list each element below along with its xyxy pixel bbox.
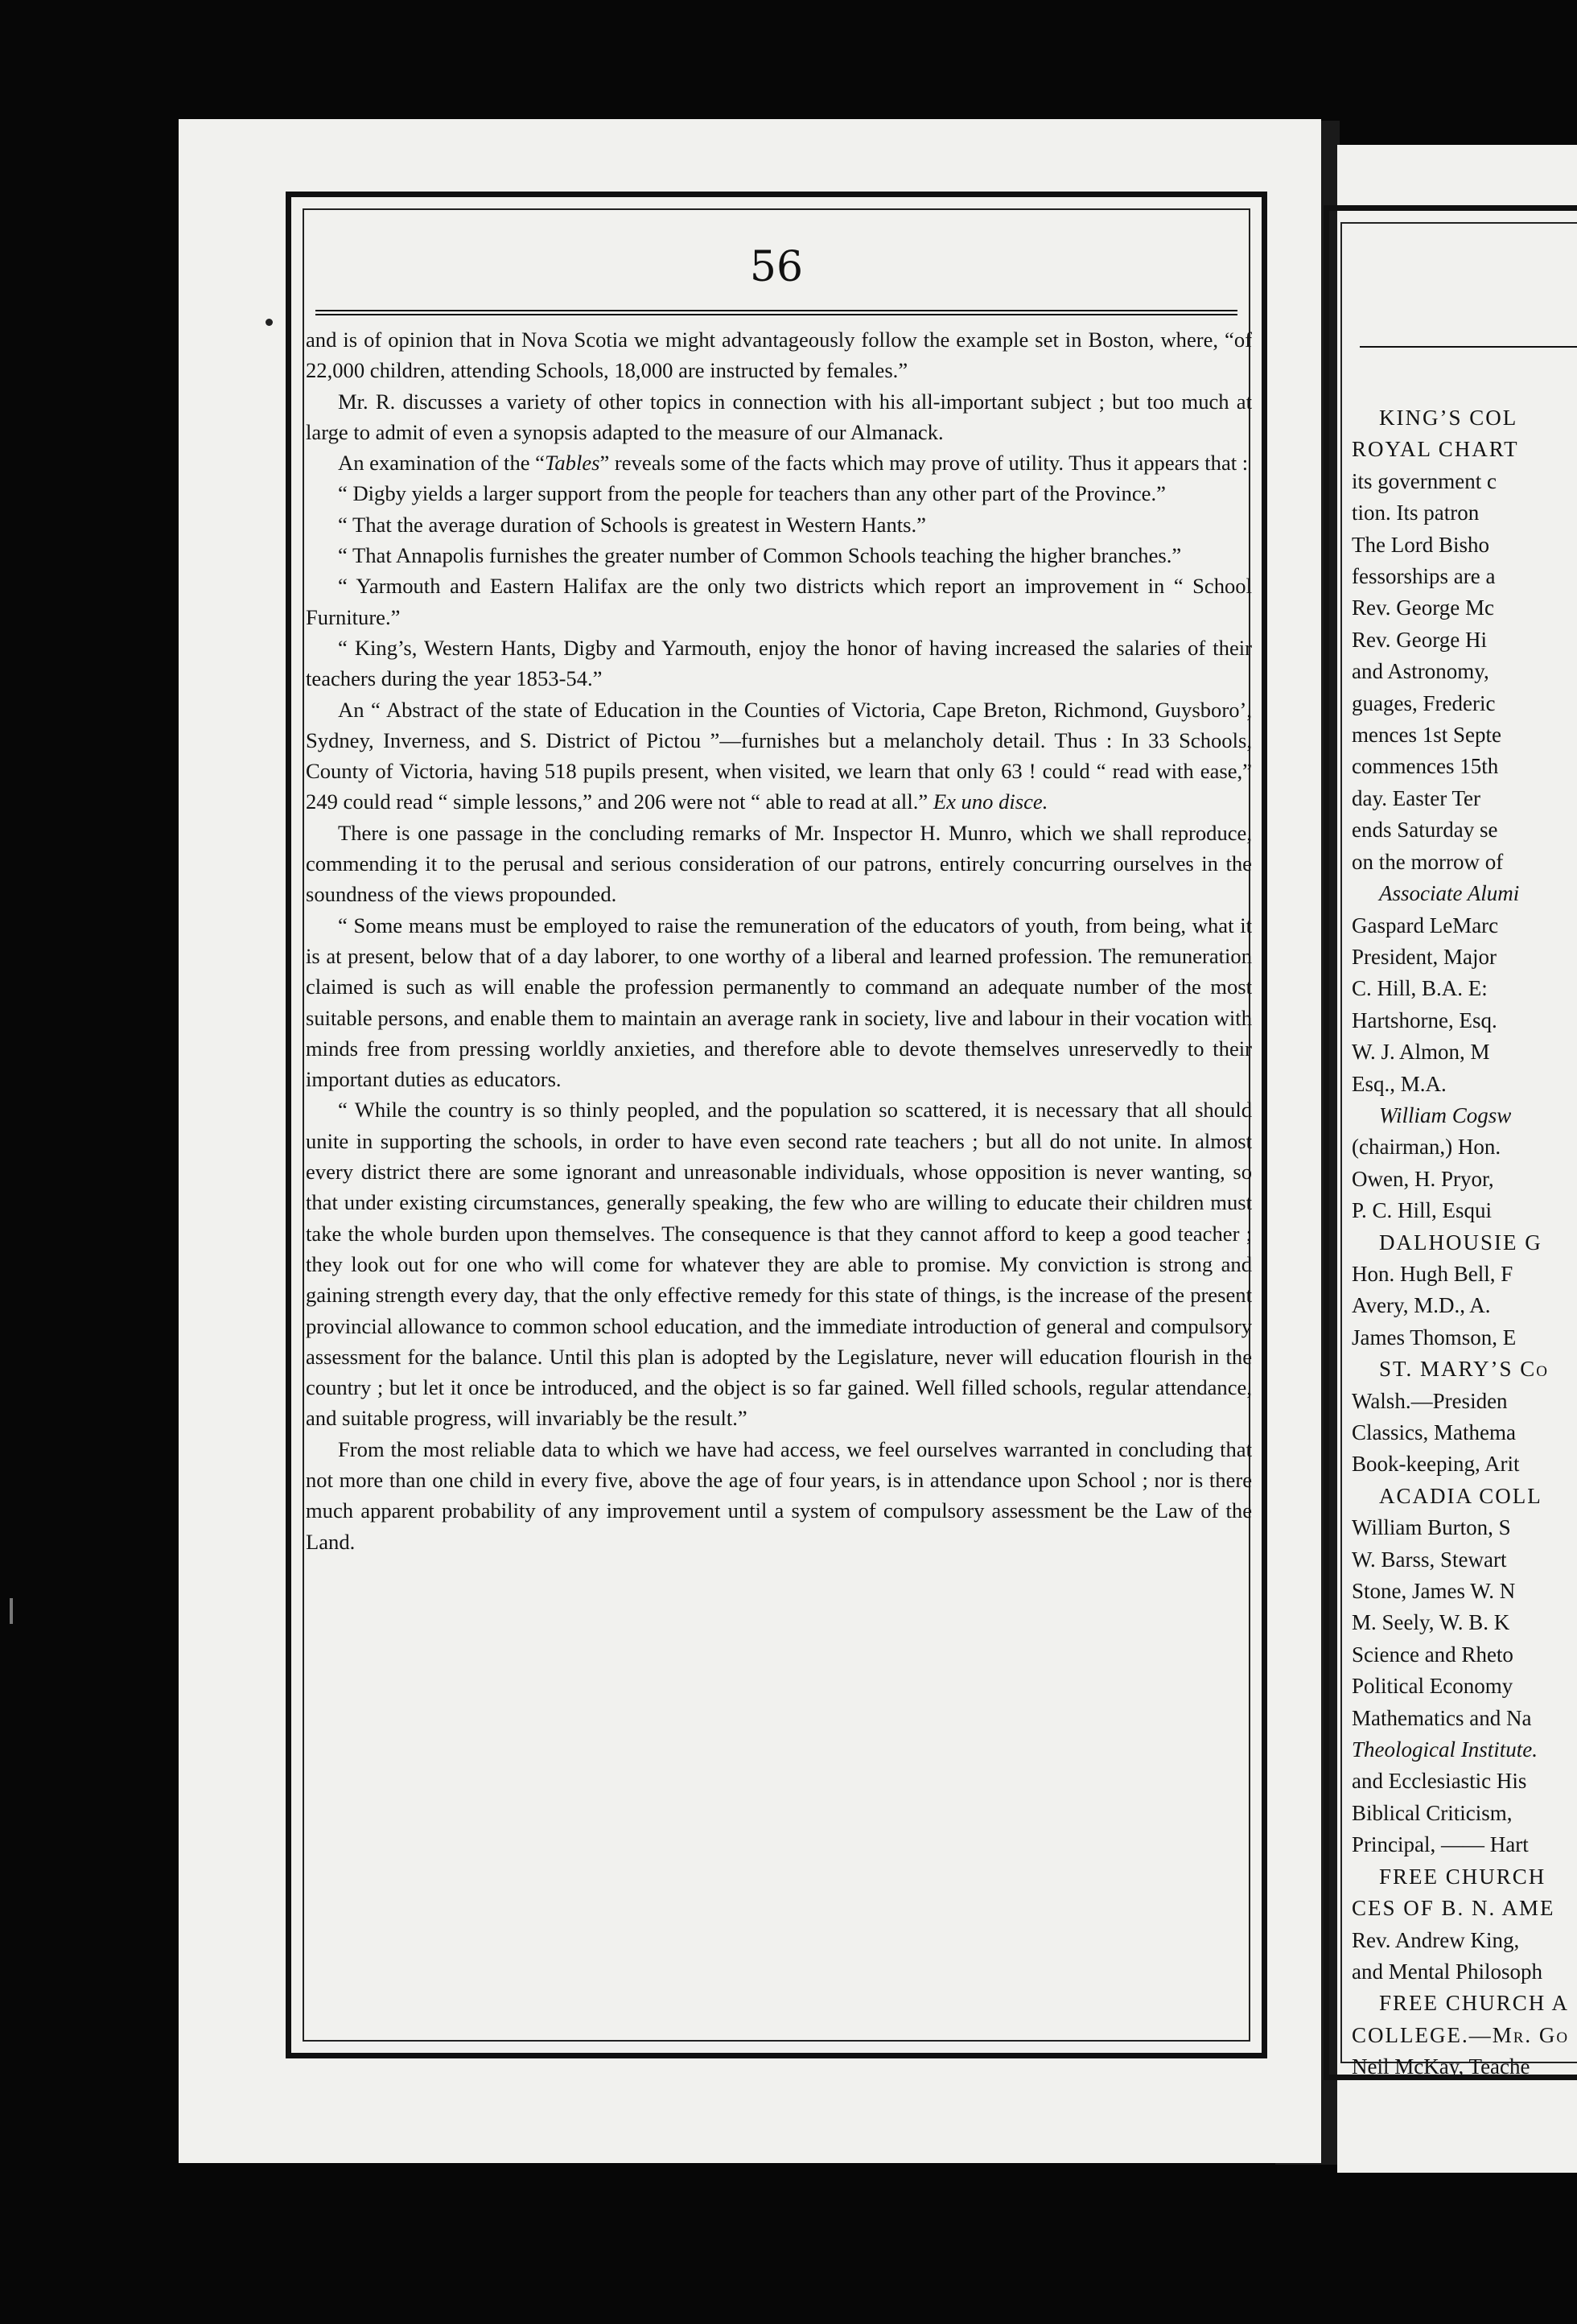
right-page-line: FREE CHURCH A: [1379, 1991, 1570, 2016]
paragraph: “ While the country is so thinly peopled, and the population so scattered, it is necessary that all should unite in supporting the schools, in order to have even second rate teachers ; but all do not unite. In almost every district there are some ignorant and unreasonable individuals, whose opposition is never wanting, so that under existing circumstances, generally speaking, the few who are willing to educate their children must take the whole burden upon themselves. The consequence is that they cannot afford to keep a good teacher ; they look out for one who will come for whatever they are able to promise. My conviction is strong and gaining strength every day, that the only effective remedy for this state of things, is the increase of the present provincial allowance to common school education, and the immediate introduction of general and compulsory assessment for the balance. Until this plan is adopted by the Legislature, never will education flourish in the country ; but let it once be introduced, and the object is so far gained. Well filled schools, regular attendance, and suitable progress, will invariably be the result.”: [306, 1098, 1252, 1431]
right-page-line: M. Seely, W. B. K: [1352, 1610, 1510, 1635]
right-page-line: C. Hill, B.A. E:: [1352, 976, 1488, 1001]
paragraph: “ Some means must be employed to raise the remuneration of the educators of youth, from being, what it is at present, below that of a day laborer, to one worthy of a liberal and learned profession. The remuneration claimed is such as will enable the profession permanently to command an adequate number of the most suitable persons, and enable them to maintain an average rank in society, live and labour in their vocation with minds free from pressing worldly anxieties, and therefore able to devote themselves unreservedly to their important duties as educators.: [306, 913, 1252, 1092]
right-page-line: on the morrow of: [1352, 849, 1504, 874]
right-page-line: Neil McKay, Teache: [1352, 2054, 1530, 2079]
right-page-line: Theological Institute.: [1352, 1737, 1538, 1762]
paragraph-emphasis: Tables: [545, 451, 600, 476]
paragraph: Mr. R. discusses a variety of other topics in connection with his all-important subject ; but too much at large to admit of even a synopsis adapted to the measure of our Almanack.: [306, 389, 1252, 444]
paragraph-text: An examination of the “: [338, 451, 545, 476]
right-page-line: KING’S COL: [1379, 406, 1518, 430]
right-page-line: ST. MARY’S Co: [1379, 1357, 1550, 1382]
right-page-line: P. C. Hill, Esqui: [1352, 1198, 1493, 1223]
margin-tick: [10, 1598, 13, 1624]
right-page-line: Classics, Mathema: [1352, 1420, 1516, 1444]
right-page-line: CES OF B. N. AME: [1352, 1896, 1555, 1921]
right-page-line: Book-keeping, Arit: [1352, 1452, 1520, 1477]
right-page-line: Mathematics and Na: [1352, 1705, 1532, 1730]
right-page-line: commences 15th: [1352, 754, 1499, 779]
margin-dot: [266, 319, 273, 326]
right-page-line: COLLEGE.—Mr. Go: [1352, 2022, 1570, 2047]
right-page-line: Gaspard LeMarc: [1352, 913, 1499, 937]
paragraph: “ That the average duration of Schools is greatest in Western Hants.”: [338, 512, 926, 537]
paragraph: [306, 694, 1252, 818]
right-page-line: tion. Its patron: [1352, 501, 1480, 525]
right-page-line: W. Barss, Stewart: [1352, 1547, 1507, 1572]
right-page-line: its government c: [1352, 468, 1497, 493]
page-number: 56: [749, 243, 804, 291]
right-page-line: Biblical Criticism,: [1352, 1800, 1513, 1825]
right-page-line: Associate Alumi: [1379, 881, 1520, 906]
right-page-line: day. Easter Ter: [1352, 785, 1481, 810]
paragraph: From the most reliable data to which we have had access, we feel ourselves warranted in concluding that not more than one child in every five, above the age of four years, is in attendance upon School ; nor is there much apparent probability of any improvement until a system of compulsory assessment be the Law of the Land.: [306, 1436, 1252, 1554]
paragraph: [306, 447, 1252, 478]
right-page-line: ends Saturday se: [1352, 818, 1498, 843]
left-page-frame: [286, 192, 1267, 2058]
right-page-text: [1352, 402, 1577, 2083]
right-page-line: Science and Rheto: [1352, 1642, 1513, 1667]
right-page-line: Rev. Andrew King,: [1352, 1927, 1520, 1952]
right-page-line: mences 1st Septe: [1352, 723, 1501, 748]
right-page-line: Stone, James W. N: [1352, 1579, 1516, 1604]
right-page-line: Rev. George Mc: [1352, 595, 1494, 620]
right-page-line: and Astronomy,: [1352, 659, 1489, 684]
right-page-line: fessorships are a: [1352, 564, 1496, 589]
right-page-line: Hon. Hugh Bell, F: [1352, 1261, 1513, 1286]
right-page-line: and Ecclesiastic His: [1352, 1769, 1527, 1794]
paragraph-text: An “ Abstract of the state of Education in the Counties of Victoria, Cape Breton, Richmond, Guysboro’, Sydney, Inverness, and S. District of Pictou ”—furnishes but a melancholy detail. Thus : In 33 Schools, County of Victoria, having 518 pupils present, when visited, we learn that only 63 ! could “ read with ease,” 249 could read “ simple lessons,” and 206 were not “ able to read at all.”: [306, 697, 1252, 814]
right-page-line: Walsh.—Presiden: [1352, 1388, 1508, 1413]
right-page-line: ROYAL CHART: [1352, 437, 1519, 462]
right-page-line: The Lord Bisho: [1352, 532, 1489, 557]
right-page-line: Owen, H. Pryor,: [1352, 1166, 1494, 1191]
right-page-line: Esq., M.A.: [1352, 1071, 1447, 1096]
right-page-line: Political Economy: [1352, 1674, 1513, 1699]
article-text: [306, 324, 1252, 2037]
header-rule: [315, 310, 1237, 315]
right-page-line: President, Major: [1352, 944, 1497, 969]
paragraph: “ Yarmouth and Eastern Halifax are the only two districts which report an improvement in “ School Furniture.”: [306, 574, 1252, 629]
right-page-line: guages, Frederic: [1352, 690, 1496, 715]
right-page-line: Rev. George Hi: [1352, 627, 1487, 652]
right-page-line: Principal, —— Hart: [1352, 1832, 1529, 1857]
paragraph-emphasis: Ex uno disce.: [933, 789, 1048, 814]
right-page-line: Hartshorne, Esq.: [1352, 1007, 1497, 1032]
right-page-line: James Thomson, E: [1352, 1325, 1517, 1349]
paragraph: “ That Annapolis furnishes the greater number of Common Schools teaching the higher branches.”: [338, 543, 1182, 568]
paragraph-text: ” reveals some of the facts which may prove of utility. Thus it appears that :: [599, 451, 1249, 476]
right-page-line: ACADIA COLL: [1379, 1483, 1542, 1508]
right-page-line: Avery, M.D., A.: [1352, 1293, 1491, 1318]
paragraph: “ King’s, Western Hants, Digby and Yarmouth, enjoy the honor of having increased the salaries of their teachers during the year 1853-54.”: [306, 635, 1252, 691]
right-page-line: William Cogsw: [1379, 1102, 1512, 1127]
right-page-line: FREE CHURCH: [1379, 1864, 1546, 1889]
paragraph: “ Digby yields a larger support from the people for teachers than any other part of the Province.”: [338, 481, 1166, 506]
right-header-rule: [1360, 346, 1577, 348]
right-page-line: and Mental Philosoph: [1352, 1959, 1542, 1984]
right-page-line: William Burton, S: [1352, 1515, 1511, 1540]
paragraph: and is of opinion that in Nova Scotia we might advantageously follow the example set in Boston, where, “of 22,000 children, attending Schools, 18,000 are instructed by females.”: [306, 328, 1252, 383]
right-page-line: W. J. Almon, M: [1352, 1040, 1490, 1065]
right-page-line: (chairman,) Hon.: [1352, 1135, 1501, 1160]
paragraph: There is one passage in the concluding remarks of Mr. Inspector H. Munro, which we shall reproduce, commending it to the perusal and serious consideration of our patrons, entirely concurring ourselves in the soundness of the views propounded.: [306, 820, 1252, 907]
right-page-line: DALHOUSIE G: [1379, 1230, 1542, 1255]
